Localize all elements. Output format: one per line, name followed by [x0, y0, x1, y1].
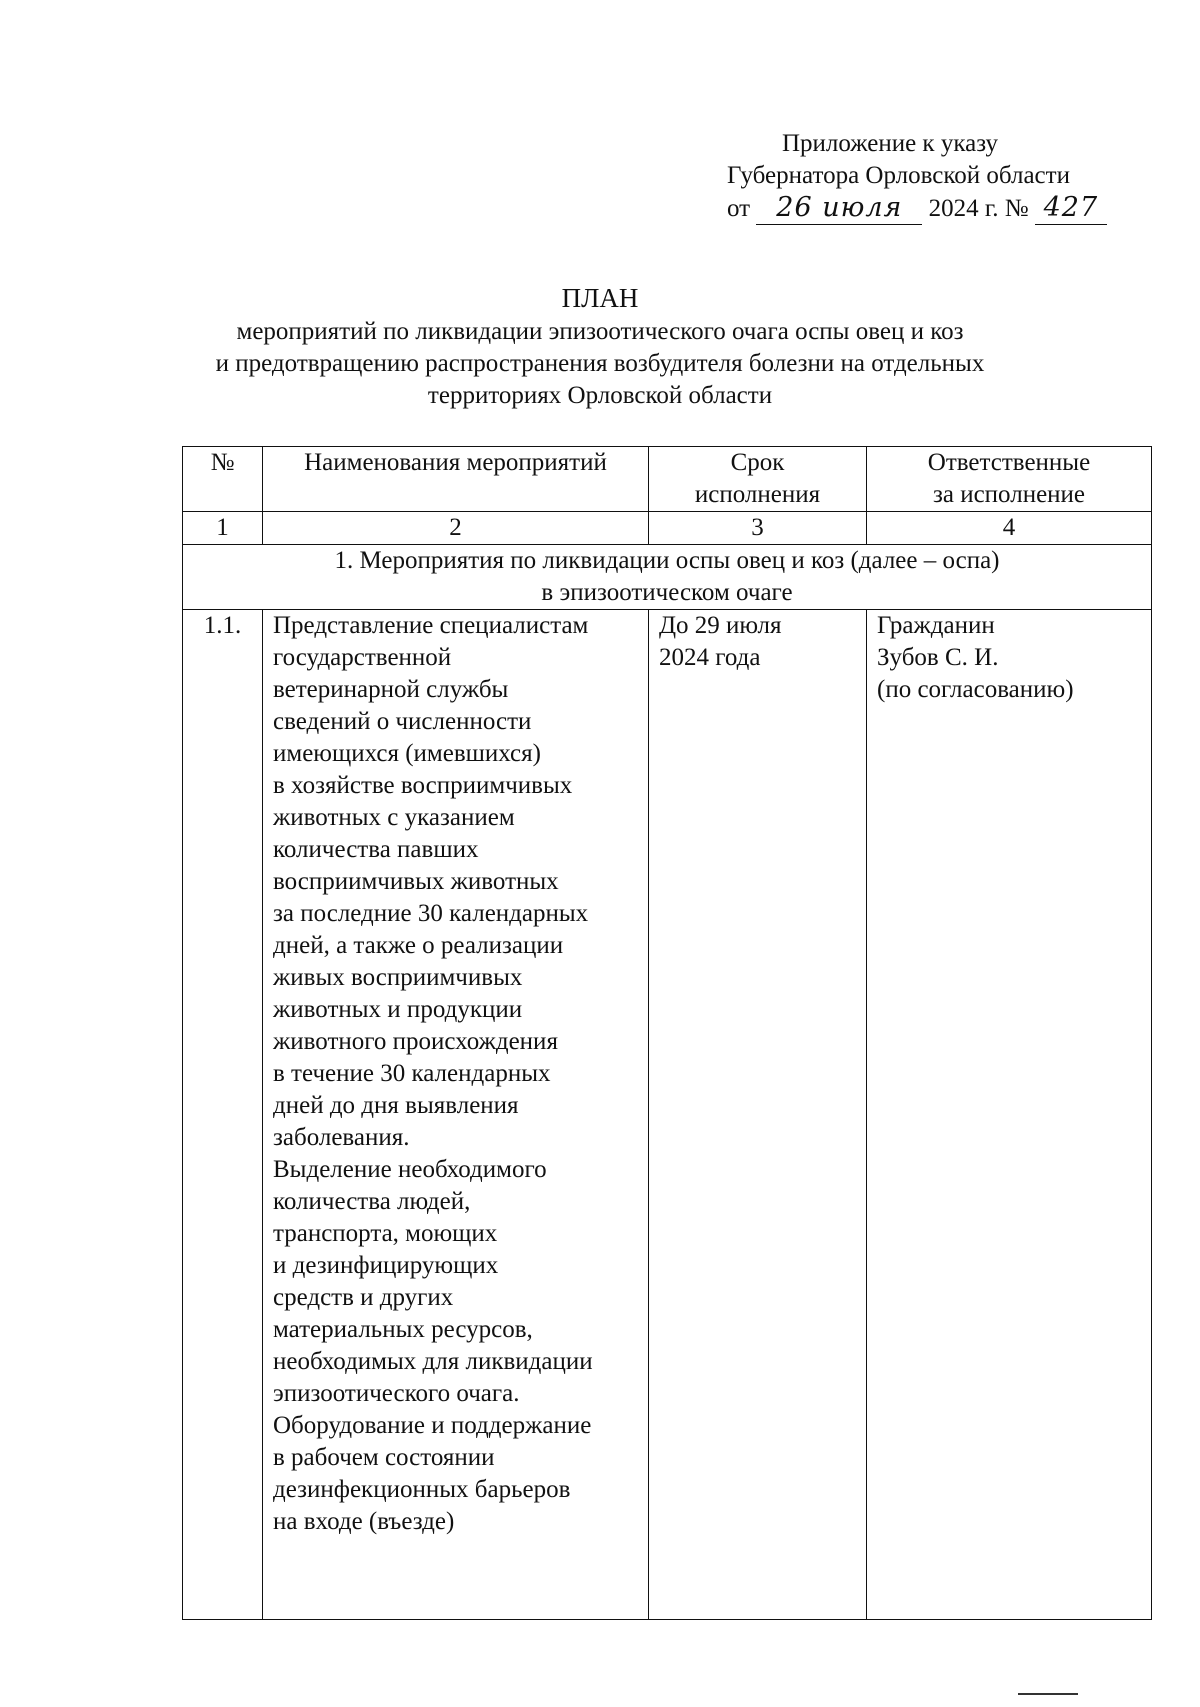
- section-row: [183, 545, 1152, 610]
- section-heading: [183, 545, 1152, 610]
- column-number-row: [183, 512, 1152, 545]
- header-name: Наименования мероприятий: [263, 447, 649, 512]
- handwritten-date: 26 июля: [756, 192, 922, 225]
- header-term: [649, 447, 867, 512]
- table-row: [183, 610, 1152, 1620]
- year-text: 2024 г. №: [928, 195, 1029, 222]
- section-heading-line: в эпизоотическом очаге: [541, 579, 793, 606]
- section-heading-line: 1. Мероприятия по ликвидации оспы овец и коз (далее – оспа): [334, 547, 1000, 574]
- activity-line: сведений о численности: [273, 708, 532, 735]
- appendix-block: [727, 128, 1127, 225]
- activity-line: государственной: [273, 644, 452, 671]
- appendix-line-2: Губернатора Орловской области: [727, 162, 1070, 189]
- activity-line: дней до дня выявления: [273, 1092, 519, 1119]
- activity-line: эпизоотического очага.: [273, 1380, 520, 1407]
- header-term-line: исполнения: [694, 481, 821, 508]
- plan-table: [182, 446, 1152, 1620]
- activity-line: в течение 30 календарных: [273, 1060, 551, 1087]
- activity-line: и дезинфицирующих: [273, 1252, 499, 1279]
- activity-line: за последние 30 календарных: [273, 900, 589, 927]
- activity-line: количества людей,: [273, 1188, 471, 1215]
- activity-line: восприимчивых животных: [273, 868, 559, 895]
- title-heading: ПЛАН: [561, 283, 639, 313]
- activity-line: животных с указанием: [273, 804, 515, 831]
- column-number: 4: [867, 512, 1152, 545]
- activity-line: дней, а также о реализации: [273, 932, 564, 959]
- column-number: 1: [183, 512, 263, 545]
- row-activity-description: [263, 610, 649, 1620]
- row-number: 1.1.: [183, 610, 263, 1620]
- header-responsible-line: за исполнение: [932, 481, 1086, 508]
- appendix-line-1: Приложение к указу: [782, 130, 999, 157]
- responsible-line: Зубов С. И.: [877, 644, 999, 671]
- activity-line: в рабочем состоянии: [273, 1444, 495, 1471]
- title-subtitle-2: и предотвращению распространения возбудителя болезни на отдельных: [215, 350, 985, 377]
- title-subtitle-3: территориях Орловской области: [427, 382, 773, 409]
- header-num: №: [183, 447, 263, 512]
- activity-line: животных и продукции: [273, 996, 523, 1023]
- activity-line: на входе (въезде): [273, 1508, 455, 1535]
- activity-line: необходимых для ликвидации: [273, 1348, 593, 1375]
- activity-line: в хозяйстве восприимчивых: [273, 772, 573, 799]
- activity-line: Выделение необходимого: [273, 1156, 547, 1183]
- activity-line: Оборудование и поддержание: [273, 1412, 592, 1439]
- title-subtitle-1: мероприятий по ликвидации эпизоотического очага оспы овец и коз: [236, 318, 964, 345]
- header-responsible-line: Ответственные: [927, 449, 1091, 476]
- activity-line: имеющихся (имевшихся): [273, 740, 541, 767]
- activity-line: средств и других: [273, 1284, 454, 1311]
- column-number: 2: [263, 512, 649, 545]
- activity-line: животного происхождения: [273, 1028, 558, 1055]
- activity-line: дезинфекционных барьеров: [273, 1476, 571, 1503]
- responsible-line: Гражданин: [877, 612, 995, 639]
- activity-line: транспорта, моющих: [273, 1220, 498, 1247]
- document-title: [150, 282, 1050, 412]
- activity-line: материальных ресурсов,: [273, 1316, 533, 1343]
- column-number: 3: [649, 512, 867, 545]
- header-responsible: [867, 447, 1152, 512]
- date-prefix: от: [727, 195, 751, 222]
- row-deadline: [649, 610, 867, 1620]
- appendix-date-line: [727, 192, 1127, 225]
- deadline-line: До 29 июля: [659, 612, 782, 639]
- row-responsible: [867, 610, 1152, 1620]
- activity-line: количества павших: [273, 836, 479, 863]
- activity-line: ветеринарной службы: [273, 676, 509, 703]
- activity-line: заболевания.: [273, 1124, 410, 1151]
- activity-line: живых восприимчивых: [273, 964, 523, 991]
- table-header-row: [183, 447, 1152, 512]
- activity-line: Представление специалистам: [273, 612, 589, 639]
- deadline-line: 2024 года: [659, 644, 761, 671]
- responsible-line: (по согласованию): [877, 676, 1074, 703]
- header-term-line: Срок: [730, 449, 785, 476]
- page-edge-mark: [1018, 1693, 1078, 1695]
- handwritten-number: 427: [1035, 192, 1107, 225]
